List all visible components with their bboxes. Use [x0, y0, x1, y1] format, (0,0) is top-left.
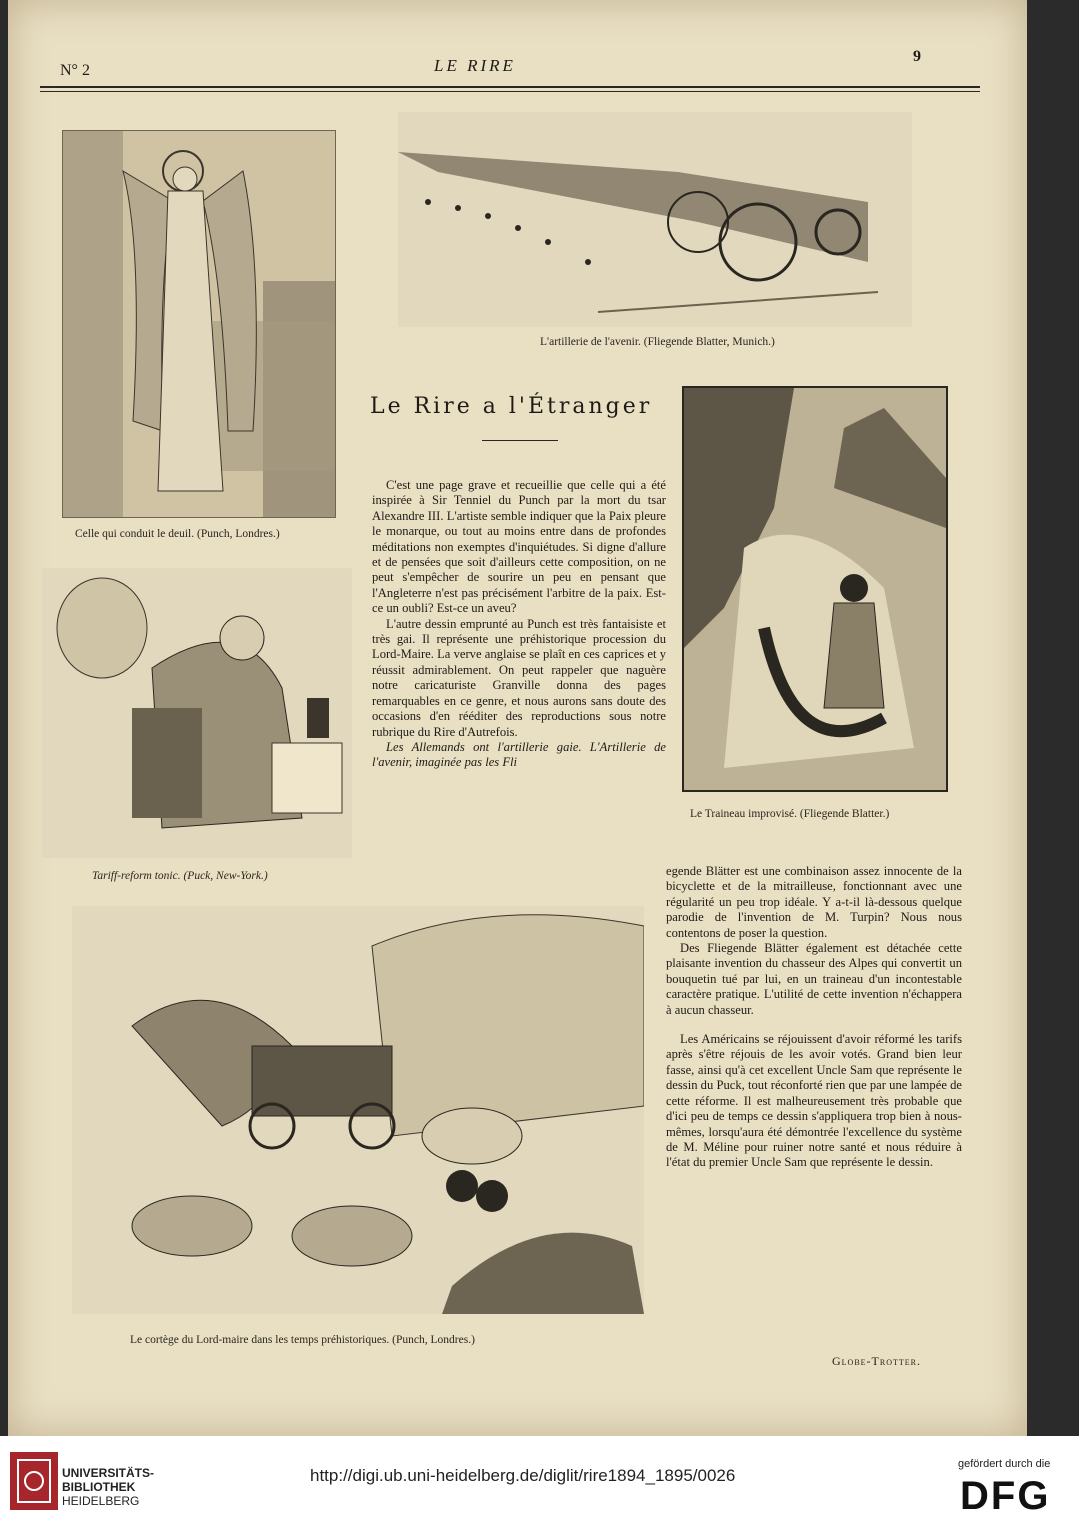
- column1-paragraph: Les Allemands ont l'artillerie gaie. L'Artillerie de l'avenir, imaginée pas les Fli: [372, 739, 666, 770]
- library-line: BIBLIOTHEK: [62, 1480, 136, 1494]
- masthead-title: LE RIRE: [434, 56, 516, 75]
- header-rule: [40, 86, 980, 88]
- library-name: [62, 1466, 154, 1508]
- title-ornament: [482, 440, 558, 441]
- article-column-1: [372, 478, 666, 771]
- author-signature: Globe-Trotter.: [832, 1354, 921, 1368]
- permalink-url[interactable]: http://digi.ub.uni-heidelberg.de/diglit/rire1894_1895/0026: [310, 1466, 736, 1485]
- cortege-illustration: [72, 906, 644, 1314]
- dfg-logo: DFG: [960, 1474, 1051, 1518]
- column2-paragraph: Des Fliegende Blätter également est détachée cette plaisante invention du chasseur des Alpes qui convertit un bouquetin tué par lui, en un traineau d'un incontestable caractère pratique. L'utilité de cette invention n'échappera à aucun chasseur.: [666, 941, 962, 1017]
- traineau-caption: Le Traineau improvisé. (Fliegende Blatter.): [690, 808, 890, 820]
- traineau-illustration: [682, 386, 948, 792]
- page-number: 9: [913, 48, 921, 65]
- university-seal-icon: [10, 1452, 58, 1510]
- column1-paragraph: C'est une page grave et recueillie que celle qui a été inspirée à Sir Tenniel du Punch par la mort du tsar Alexandre III. L'artiste semble indiquer que la Paix pleure le monarque, ou tout au moins entre dans de profondes méditations non exemptes d'inquiétudes. Si digne d'allure et de pensées que soit d'ailleurs cette composition, on ne peut s'empêcher de sourire un peu en pensant que l'Angleterre n'est pas précisément l'arbitre de la paix. Est-ce un oubli? Est-ce un aveu?: [372, 478, 666, 616]
- artillery-illustration: [398, 112, 912, 327]
- funding-note: gefördert durch die: [958, 1458, 1051, 1470]
- column2-paragraph: Les Américains se réjouissent d'avoir réformé les tarifs après s'être réjouis de les avoir votés. Grand bien leur fasse, ainsi qu'à cet excellent Uncle Sam que représente le dessin du Puck, tout réconforté rien que par une lampée de cette réforme. Il est malheureusement très probable que d'ici peu de temps ce dessin s'appliquera trop bien à nous-mêmes, lorsqu'aura été démontrée l'excellence du système de M. Méline pour ruiner notre santé et nous réduire à l'état du premier Uncle Sam que représente le dessin.: [666, 1032, 962, 1170]
- cortege-caption: Le cortège du Lord-maire dans les temps préhistoriques. (Punch, Londres.): [130, 1334, 475, 1346]
- article-column-2: [666, 864, 962, 1171]
- angel-caption: Celle qui conduit le deuil. (Punch, Londres.): [75, 528, 280, 540]
- library-line: UNIVERSITÄTS-: [62, 1466, 155, 1480]
- header-rule-thin: [40, 91, 980, 92]
- column2-paragraph: egende Blätter est une combinaison assez innocente de la bicyclette et de la mitrailleuse, fonctionnant avec une régularité un peu trop idéale. Y a-t-il là-dessous quelque parodie de l'invention de M. Turpin? Nous nous contentons de poser la question.: [666, 864, 962, 940]
- article-title: Le Rire a l'Étranger: [370, 394, 653, 419]
- tariff-illustration: [42, 568, 352, 858]
- issue-number: N° 2: [60, 62, 90, 79]
- angel-illustration: [62, 130, 336, 518]
- artillery-caption: L'artillerie de l'avenir. (Fliegende Blatter, Munich.): [540, 336, 775, 348]
- library-line: HEIDELBERG: [62, 1494, 140, 1508]
- tariff-caption: Tariff-reform tonic. (Puck, New-York.): [92, 870, 268, 882]
- column1-paragraph: L'autre dessin emprunté au Punch est très fantaisiste et très gai. Il représente une préhistorique procession du Lord-Maire. La verve anglaise se plaît en ces caprices et y réussit admirablement. On peut rappeler que naguère notre caricaturiste Granville donna des pages remarquables en ce genre, et nous aurons sans doute des occasions d'en rééditer des reproductions sous notre rubrique du Rire d'Autrefois.: [372, 616, 666, 739]
